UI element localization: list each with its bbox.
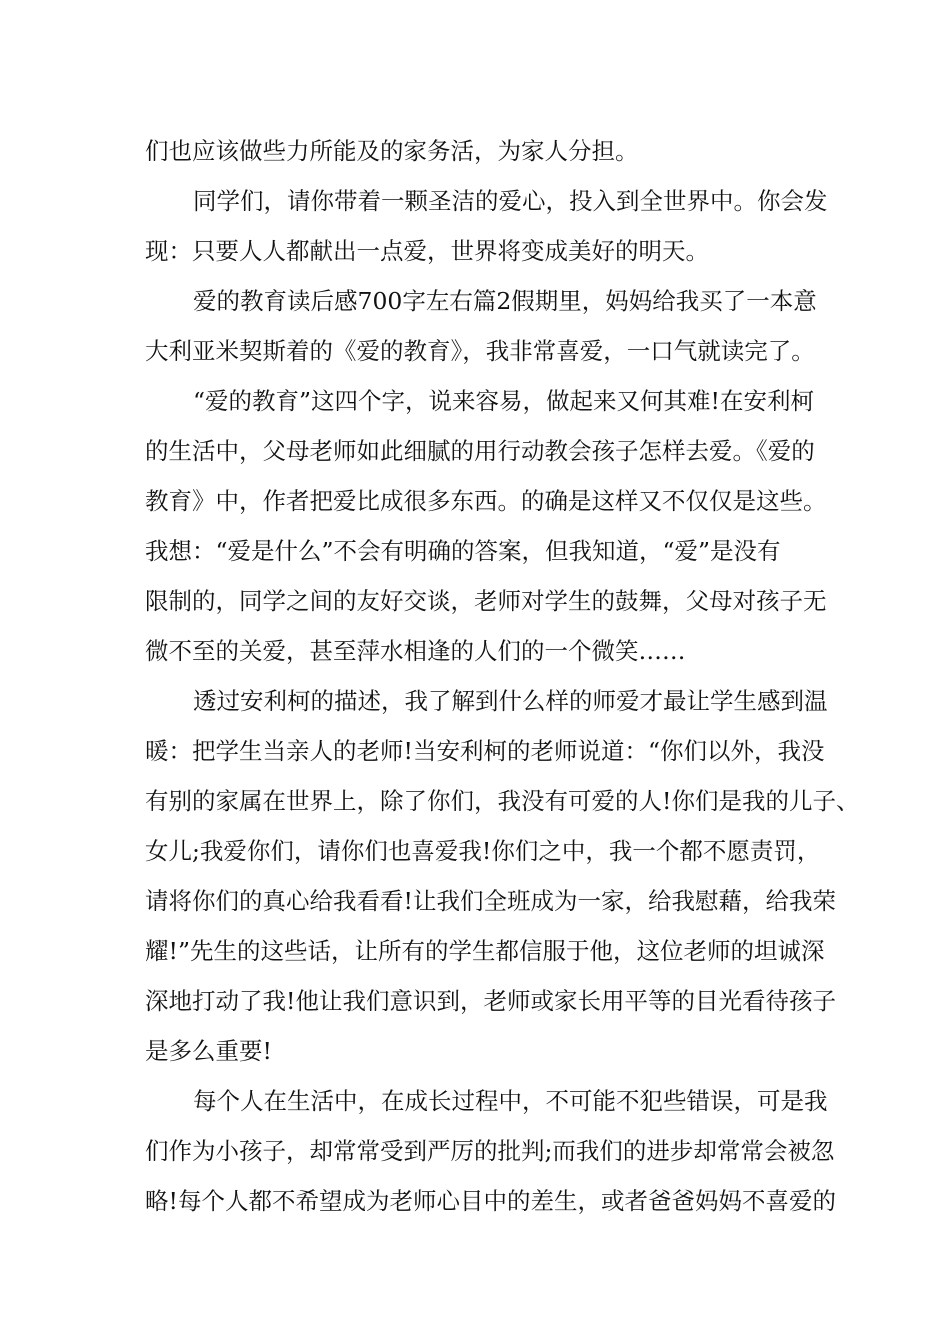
text-line-12: 透过安利柯的描述，我了解到什么样的师爱才最让学生感到温 [193, 687, 828, 715]
text-line-18: 深地打动了我!他让我们意识到，老师或家长用平等的目光看待孩子 [145, 987, 836, 1015]
text-line-4: 爱的教育读后感700字左右篇2假期里，妈妈给我买了一本意 [193, 287, 817, 315]
text-line-9: 我想：“爱是什么”不会有明确的答案，但我知道，“爱”是没有 [145, 537, 781, 565]
text-line-21: 们作为小孩子，却常常受到严厉的批判;而我们的进步却常常会被忽 [145, 1137, 835, 1165]
text-line-8: 教育》中，作者把爱比成很多东西。的确是这样又不仅仅是这些。 [145, 487, 827, 515]
text-line-13: 暖：把学生当亲人的老师!当安利柯的老师说道：“你们以外，我没 [145, 737, 825, 765]
text-line-20: 每个人在生活中，在成长过程中，不可能不犯些错误，可是我 [193, 1087, 828, 1115]
text-line-16: 请将你们的真心给我看看!让我们全班成为一家，给我慰藉，给我荣 [145, 887, 836, 915]
text-line-22: 略!每个人都不希望成为老师心目中的差生，或者爸爸妈妈不喜爱的 [145, 1187, 836, 1215]
text-line-17: 耀!”先生的这些话，让所有的学生都信服于他，这位老师的坦诚深 [145, 937, 825, 965]
text-line-19: 是多么重要! [145, 1037, 272, 1065]
text-line-15: 女儿;我爱你们，请你们也喜爱我!你们之中，我一个都不愿责罚， [145, 837, 821, 865]
text-line-6: “爱的教育”这四个字，说来容易，做起来又何其难!在安利柯 [193, 387, 814, 415]
text-line-3: 现：只要人人都献出一点爱，世界将变成美好的明天。 [145, 237, 709, 265]
text-line-10: 限制的，同学之间的友好交谈，老师对学生的鼓舞，父母对孩子无 [145, 587, 827, 615]
text-line-11: 微不至的关爱，甚至萍水相逢的人们的一个微笑…… [145, 637, 686, 665]
text-line-5: 大利亚米契斯着的《爱的教育》，我非常喜爱，一口气就读完了。 [145, 337, 815, 365]
text-line-2: 同学们，请你带着一颗圣洁的爱心，投入到全世界中。你会发 [193, 187, 828, 215]
text-line-14: 有别的家属在世界上，除了你们，我没有可爱的人!你们是我的儿子、 [145, 787, 860, 815]
text-line-7: 的生活中，父母老师如此细腻的用行动教会孩子怎样去爱。《爱的 [145, 437, 815, 465]
text-line-1: 们也应该做些力所能及的家务活，为家人分担。 [145, 137, 639, 165]
